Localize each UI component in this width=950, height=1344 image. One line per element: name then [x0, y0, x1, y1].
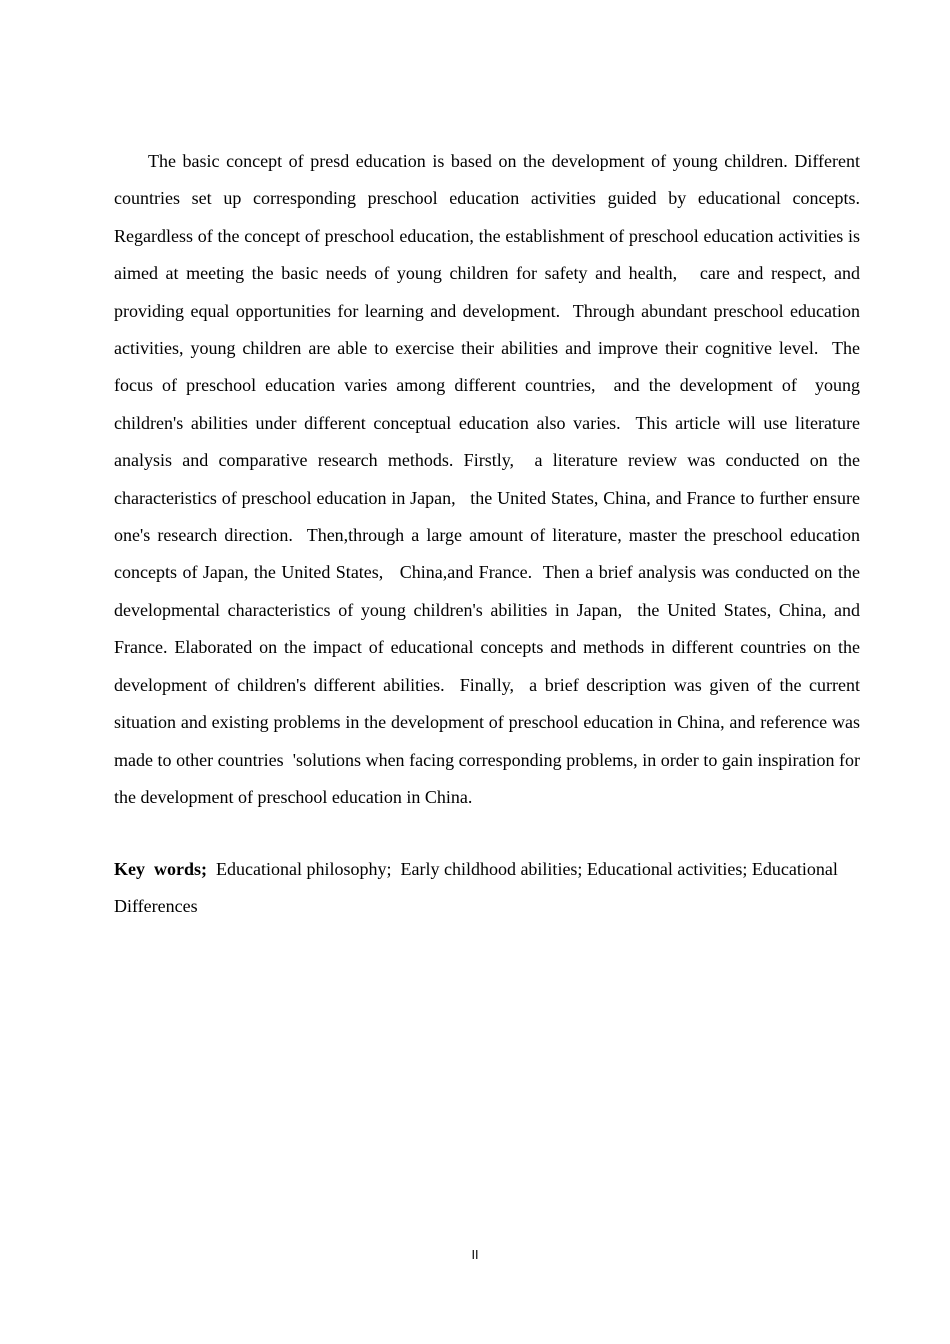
abstract-paragraph: The basic concept of presd education is based on the development of young children. Different countries set up corresponding preschool education activities guided by educational concepts. Regardless of the concept of preschool education, the establishment of preschool education activities is aimed at meeting the basic needs of young children for safety and health, care and respect, and providing equal opportunities for learning and development. Through abundant preschool education activities, young children are able to exercise their abilities and improve their cognitive level. The focus of preschool education varies among different countries, and the development of young children's abilities under different conceptual education also varies. This article will use literature analysis and comparative research methods. Firstly, a literature review was conducted on the characteristics of preschool education in Japan, the United States, China, and France to further ensure one's research direction. Then,through a large amount of literature, master the preschool education concepts of Japan, the United States, China,and France. Then a brief analysis was conducted on the developmental characteristics of young children's abilities in Japan, the United States, China, and France. Elaborated on the impact of educational concepts and methods in different countries on the development of children's different abilities. Finally, a brief description was given of the current situation and existing problems in the development of preschool education in China, and reference was made to other countries 'solutions when facing corresponding problems, in order to gain inspiration for the development of preschool education in China.: [114, 151, 869, 807]
keywords-label: Key words;: [114, 859, 207, 879]
keywords-text: Educational philosophy; Early childhood abilities; Educational activities; Educational Differences: [114, 859, 843, 917]
page-number: II: [471, 1248, 479, 1262]
abstract-body: [114, 143, 869, 816]
keywords-line: [114, 851, 860, 926]
